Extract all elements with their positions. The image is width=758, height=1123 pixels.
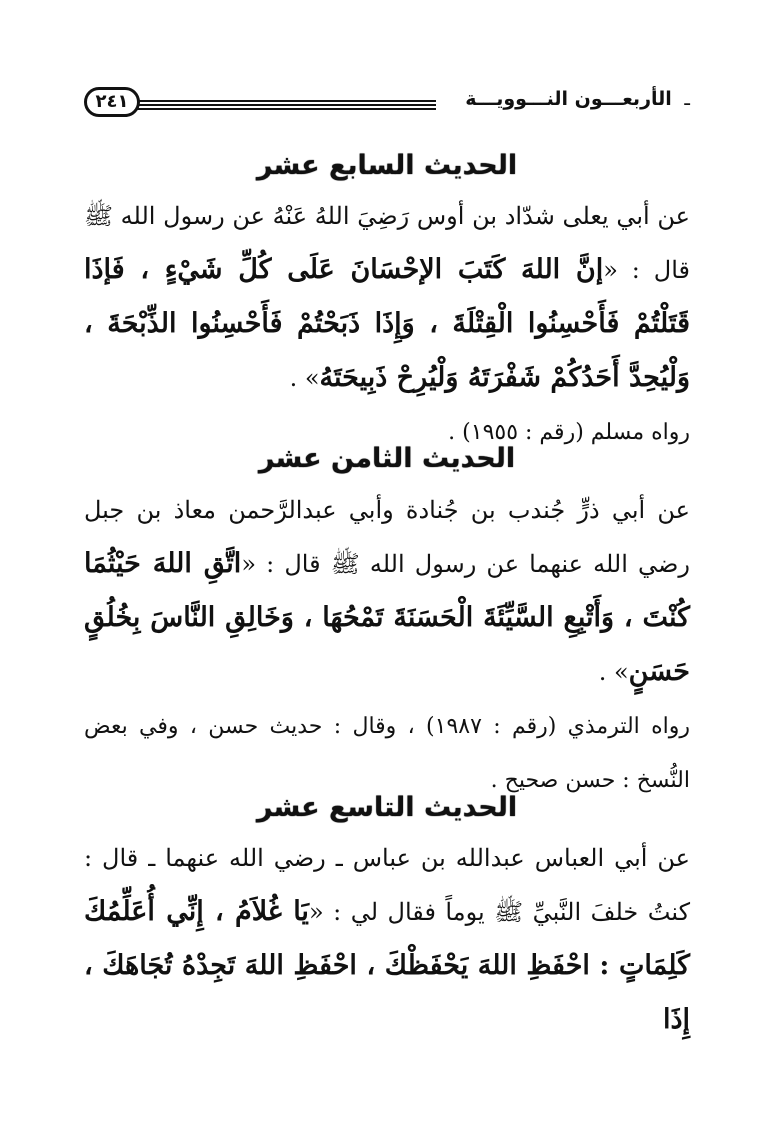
hadith-text: يَا غُلاَمُ ، إِنِّي أُعَلِّمُكَ كَلِمَاتٍ : احْفَظِ اللهَ يَحْفَظْكَ ، احْفَظِ اللهَ تَجِدْهُ تُجَاهَكَ ، إِذَا (84, 896, 690, 1035)
section-body-17 (84, 190, 690, 459)
page-number: ٢٤١ (84, 87, 140, 117)
header-rule (136, 98, 436, 110)
hadith-outro: » . (289, 364, 320, 392)
hadith-text: إنَّ اللهَ كَتَبَ الإحْسَانَ عَلَى كُلِّ شَيْءٍ ، فَإذَا قَتَلْتُمْ فَأَحْسِنُوا الْقِتْلَةَ ، وَإِذَا ذَبَحْتُمْ فَأَحْسِنُوا الذِّبْحَةَ ، وَلْيُحِدَّ أَحَدُكُمْ شَفْرَتَهُ وَلْيُرِحْ ذَبِيحَتَهُ (84, 254, 690, 393)
hadith-text: اتَّقِ اللهَ حَيْثُمَا كُنْتَ ، وَأَتْبِعِ السَّيِّئَةَ الْحَسَنَةَ تَمْحُهَا ، وَخَالِقِ النَّاسَ بِخُلُقٍ حَسَنٍ (84, 548, 690, 687)
section-heading-18: الحديث الثامن عشر (258, 443, 516, 474)
section-body-18 (84, 484, 690, 807)
hadith-intro: عن أبي العباس عبدالله بن عباس ـ رضي الله عنهما ـ قال : كنتُ خلفَ النَّبيِّ ﷺ يوماً فقال لي : « (84, 844, 691, 926)
section-heading-19: الحديث التاسع عشر (256, 792, 518, 823)
hadith-intro: عن أبي ذرٍّ جُندب بن جُنادة وأبي عبدالرَّحمن معاذ بن جبل رضي الله عنهما عن رسول الله ﷺ قال : « (84, 496, 691, 578)
hadith-source: رواه مسلم (رقم : ١٩٥٥) . (448, 420, 690, 445)
hadith-outro: » . (598, 658, 629, 686)
hadith-source: رواه الترمذي (رقم : ١٩٨٧) ، وقال : حديث حسن ، وفي بعض النُّسخ : حسن صحيح . (84, 714, 691, 793)
book-title (465, 88, 690, 110)
section-heading-17: الحديث السابع عشر (256, 150, 518, 181)
section-body-19 (84, 832, 690, 1047)
hadith-intro: عن أبي يعلى شدّاد بن أوس رَضِيَ اللهُ عَنْهُ عن رسول الله ﷺ قال : « (84, 202, 691, 284)
page-header (84, 84, 690, 124)
book-title-text: الأربعـــون النـــوويـــة (465, 88, 672, 110)
header-dash: ـ (684, 88, 690, 110)
